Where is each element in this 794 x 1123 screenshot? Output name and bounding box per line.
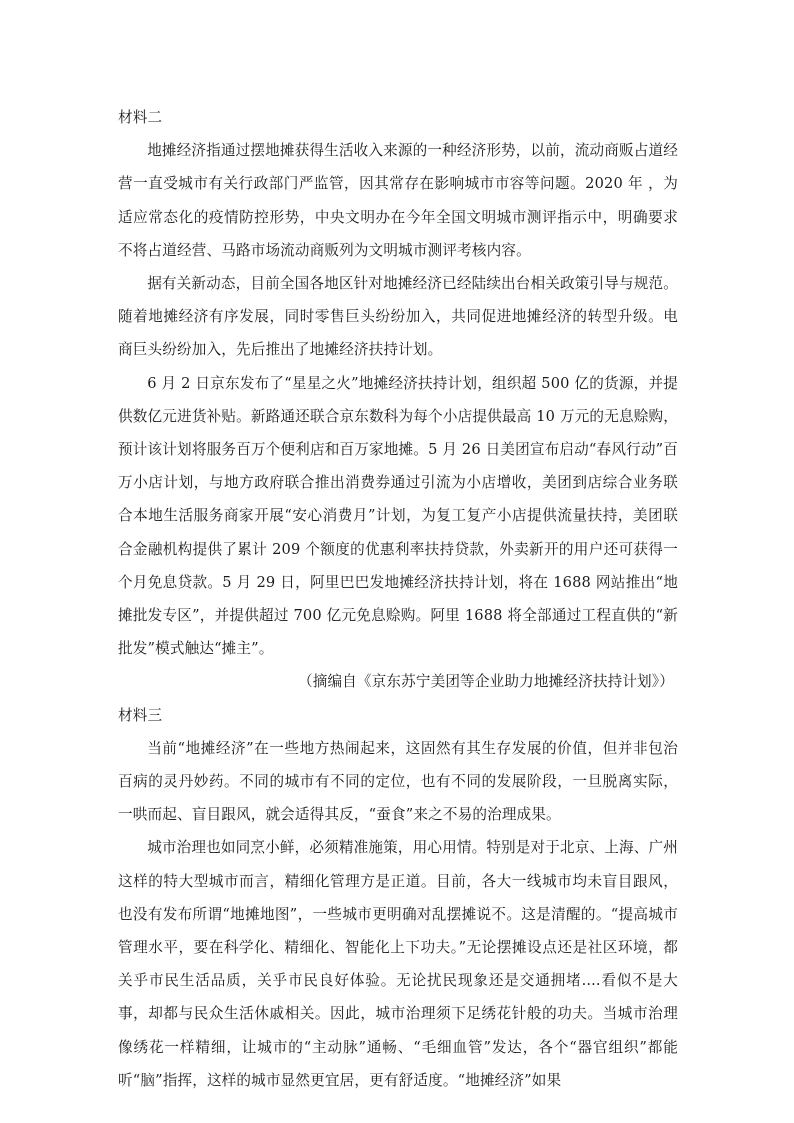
- paragraph: 地摊经济指通过摆地摊获得生活收入来源的一种经济形势，以前，流动商贩占道经营一直受城市有关行政部门严监管，因其常存在影响城市市容等问题。2020 年 ，为适应常态化的疫情防控形势，中央文明办在今年全国文明城市测评指示中，明确要求不将占道经营、马路市场流动商贩列为文明城市测评考核内容。: [118, 142, 678, 259]
- source-citation: （摘编自《京东苏宁美团等企业助力地摊经济扶持计划》）: [297, 673, 674, 691]
- section-heading-material-2: 材料二: [118, 109, 163, 126]
- paragraph: 据有关新动态，目前全国各地区针对地摊经济已经陆续出台相关政策引导与规范。随着地摊经济有序发展，同时零售巨头纷纷加入，共同促进地摊经济的转型升级。电商巨头纷纷加入，先后推出了地摊经济扶持计划。: [118, 275, 678, 359]
- paragraph: 城市治理也如同烹小鲜，必须精准施策，用心用情。特别是对于北京、上海、广州这样的特大型城市而言，精细化管理方是正道。目前，各大一线城市均未盲目跟风，也没有发布所谓“地摊地图”，一些城市更明确对乱摆摊说不。这是清醒的。“提高城市管理水平，要在科学化、精细化、智能化上下功夫。”无论摆摊设点还是社区环境，都关乎市民生活品质，关乎市民良好体验。无论扰民现象还是交通拥堵....看似不是大事，却都与民众生活休戚相关。因此，城市治理须下足绣花针般的功夫。当城市治理像绣花一样精细，让城市的“主动脉”通畅、“毛细血管”发达，各个“器官组织”都能听“脑”指挥，这样的城市显然更宜居，更有舒适度。“地摊经济”如果: [118, 839, 678, 1089]
- section-heading-material-3: 材料三: [118, 706, 163, 724]
- paragraph: 当前“地摊经济”在一些地方热闹起来，这固然有其生存发展的价值，但并非包治百病的灵丹妙药。不同的城市有不同的定位，也有不同的发展阶段，一旦脱离实际，一哄而起、盲目跟风，就会适得其反，“蚕食”来之不易的治理成果。: [118, 739, 678, 824]
- document-page: [118, 101, 678, 1097]
- paragraph: 6 月 2 日京东发布了“星星之火”地摊经济扶持计划，组织超 500 亿的货源，并提供数亿元进货补贴。新路通还联合京东数科为每个小店提供最高 10 万元的无息赊购，预计该计划将服务百万个便利店和百万家地摊。5 月 26 日美团宣布启动“春风行动”百万小店计划，与地方政府联合推出消费券通过引流为小店增收，美团到店综合业务联合本地生活服务商家开展“安心消费月”计划，为复工复产小店提供流量扶持，美团联合金融机构提供了累计 209 个额度的优惠利率扶持贷款，外卖新开的用户还可获得一个月免息贷款。5 月 29 日，阿里巴巴发地摊经济扶持计划，将在 1688 网站推出“地摊批发专区”，并提供超过 700 亿元免息赊购。阿里 1688 将全部通过工程直供的“新批发”模式触达“摊主”。: [118, 374, 678, 658]
